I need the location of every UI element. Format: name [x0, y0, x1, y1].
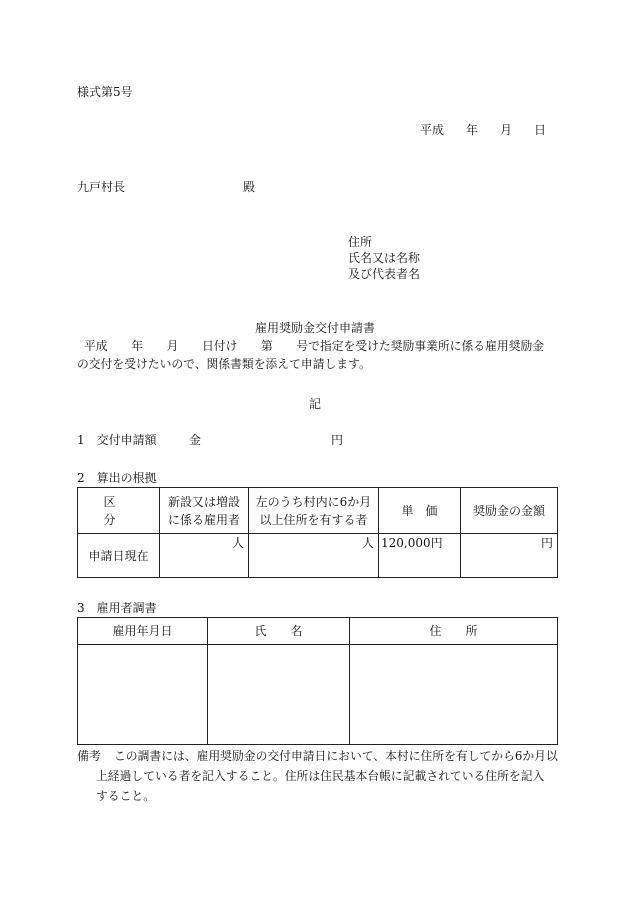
employee-header-name: 氏 名 [208, 618, 350, 645]
date-year: 年 [466, 123, 479, 137]
calc-amount-unit: 円 [461, 534, 558, 578]
form-number: 様式第5号 [77, 85, 133, 99]
date-line [420, 121, 546, 138]
calc-header-category: 区 分 [78, 488, 160, 534]
document-title: 雇用奨励金交付申請書 [254, 321, 375, 335]
date-day: 日 [534, 123, 547, 137]
body-line-2: の交付を受けたいので、関係書類を添えて申請します。 [77, 357, 371, 371]
date-month: 月 [500, 123, 513, 137]
date-era: 平成 [420, 123, 445, 137]
calc-unit-persons-1: 人 [160, 534, 249, 578]
section1-kin: 金 [189, 433, 202, 447]
note-line-1: この調書には、雇用奨励金の交付申請日において、本村に住所を有してから6か月以 [114, 749, 558, 763]
note-label: 備考 [77, 749, 102, 763]
calc-unit-persons-2: 人 [249, 534, 379, 578]
applicant-name-label: 氏名又は名称 [348, 251, 421, 265]
calc-header-new-employees: 新設又は増設に係る雇用者 [160, 488, 249, 534]
section2-label: 2 算出の根拠 [77, 471, 157, 485]
note-line-3: すること。 [96, 789, 155, 803]
calc-header-unit-price: 単 価 [379, 488, 461, 534]
employee-header-address: 住 所 [350, 618, 558, 645]
employee-cell-date [78, 645, 208, 745]
employee-cell-address [350, 645, 558, 745]
calc-header-resident-employees: 左のうち村内に6か月以上住所を有する者 [249, 488, 379, 534]
employee-table [77, 617, 558, 745]
section3-label: 3 雇用者調書 [77, 601, 157, 615]
applicant-representative-label: 及び代表者名 [348, 267, 421, 281]
section1-yen: 円 [331, 433, 344, 447]
body-line-1: 平成 年 月 日付け 第 号で指定を受けた奨励事業所に係る雇用奨励金 [84, 339, 545, 353]
calc-unit-price-value: 120,000円 [379, 534, 461, 578]
employee-cell-name [208, 645, 350, 745]
note-line-2: 上経過している者を記入すること。住所は住民基本台帳に記載されている住所を記入 [96, 769, 545, 783]
section1-label: 1 交付申請額 [77, 433, 157, 447]
applicant-address-label: 住所 [348, 235, 373, 249]
employee-header-date: 雇用年月日 [78, 618, 208, 645]
addressee-name: 九戸村長 [77, 180, 126, 194]
calc-header-amount: 奨励金の金額 [461, 488, 558, 534]
addressee-honorific: 殿 [243, 180, 256, 194]
calc-row-label: 申請日現在 [78, 534, 160, 578]
calculation-table [77, 487, 558, 578]
ki-heading: 記 [308, 397, 321, 411]
